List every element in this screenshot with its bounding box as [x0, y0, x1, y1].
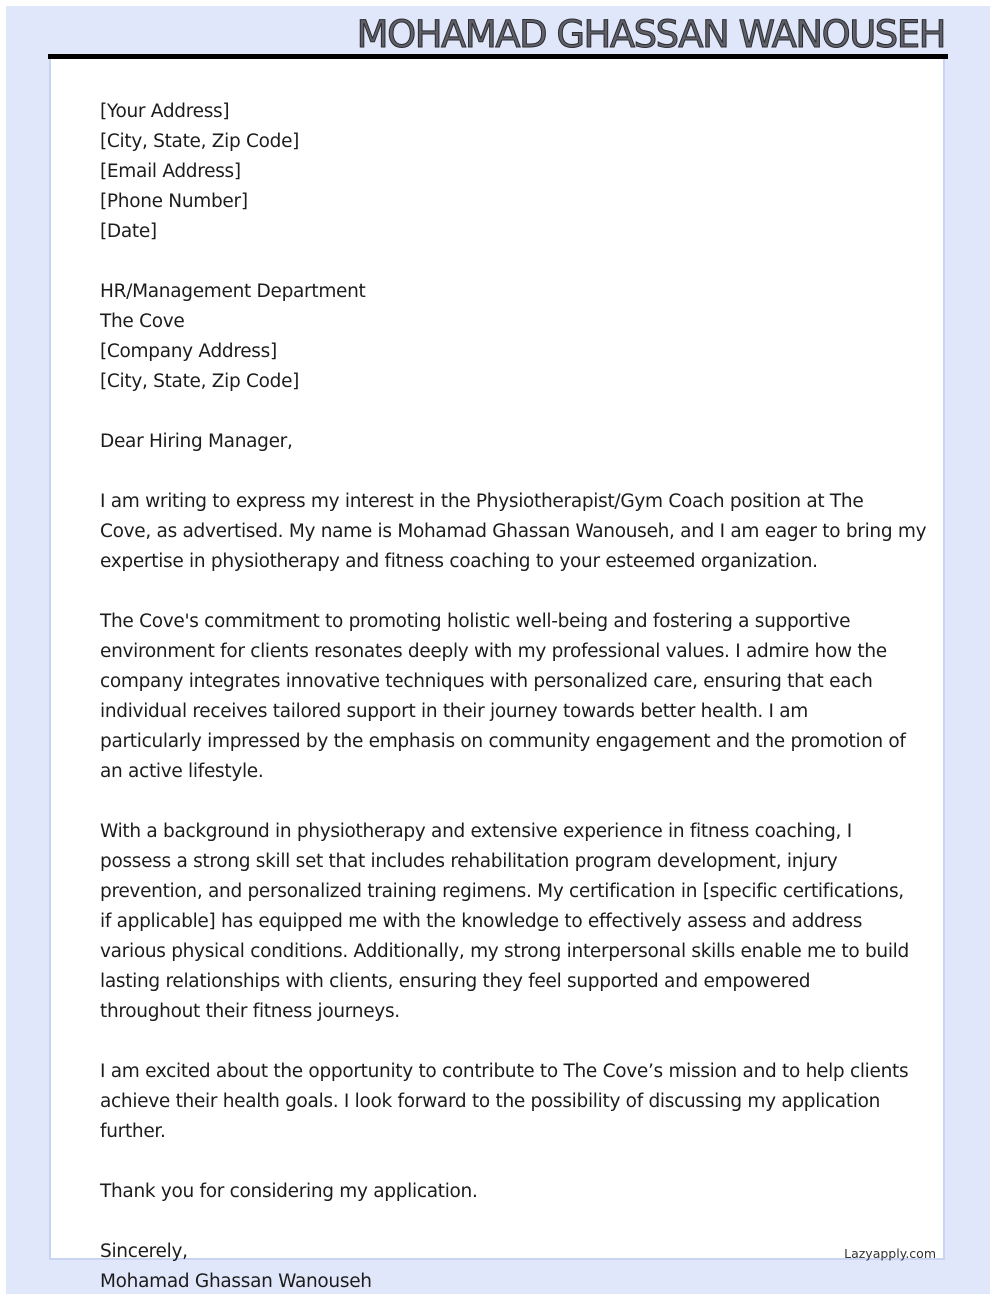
letter-date: [Date]	[100, 221, 157, 242]
paragraph-line: Thank you for considering my application.	[100, 1181, 478, 1202]
paragraph-2	[100, 607, 906, 787]
paragraph-line: throughout their fitness journeys.	[100, 1001, 400, 1022]
signature-name: Mohamad Ghassan Wanouseh	[100, 1271, 372, 1292]
paragraph-5	[100, 1177, 900, 1207]
salutation-text: Dear Hiring Manager,	[100, 431, 293, 452]
sender-city-state-zip: [City, State, Zip Code]	[100, 131, 300, 152]
lazyapply-watermark: Lazyapply.com	[844, 1246, 936, 1261]
paragraph-line: further.	[100, 1121, 166, 1142]
closing-text: Sincerely,	[100, 1241, 188, 1262]
paragraph-line: With a background in physiotherapy and extensive experience in fitness coaching, I	[100, 821, 852, 842]
paragraph-line: various physical conditions. Additionally, my strong interpersonal skills enable me to build	[100, 941, 909, 962]
paragraph-line: an active lifestyle.	[100, 761, 264, 782]
recipient-company: The Cove	[100, 311, 185, 332]
paragraph-line: expertise in physiotherapy and fitness coaching to your esteemed organization.	[100, 551, 818, 572]
sender-block	[100, 97, 900, 247]
paragraph-line: individual receives tailored support in their journey towards better health. I am	[100, 701, 809, 722]
paragraph-line: possess a strong skill set that includes rehabilitation program development, injury	[100, 851, 838, 872]
applicant-name-title: MOHAMAD GHASSAN WANOUSEH	[356, 13, 945, 56]
paragraph-line: The Cove's commitment to promoting holistic well-being and fostering a supportive	[100, 611, 851, 632]
paragraph-line: if applicable] has equipped me with the knowledge to effectively assess and address	[100, 911, 863, 932]
closing-block	[100, 1237, 900, 1297]
paragraph-line: lasting relationships with clients, ensuring they feel supported and empowered	[100, 971, 811, 992]
paragraph-1	[100, 487, 927, 577]
sender-email: [Email Address]	[100, 161, 241, 182]
recipient-department: HR/Management Department	[100, 281, 366, 302]
paragraph-line: company integrates innovative techniques with personalized care, ensuring that each	[100, 671, 873, 692]
recipient-block	[100, 277, 900, 397]
paragraph-line: environment for clients resonates deeply with my professional values. I admire how the	[100, 641, 887, 662]
paragraph-line: prevention, and personalized training regimens. My certification in [specific certifications,	[100, 881, 904, 902]
paragraph-line: I am excited about the opportunity to contribute to The Cove’s mission and to help clients	[100, 1061, 909, 1082]
sender-phone: [Phone Number]	[100, 191, 248, 212]
paragraph-line: particularly impressed by the emphasis on community engagement and the promotion of	[100, 731, 906, 752]
paragraph-line: achieve their health goals. I look forward to the possibility of discussing my application	[100, 1091, 881, 1112]
paragraph-4	[100, 1057, 909, 1147]
salutation	[100, 427, 900, 457]
paragraph-line: I am writing to express my interest in the Physiotherapist/Gym Coach position at The	[100, 491, 864, 512]
paragraph-line: Cove, as advertised. My name is Mohamad Ghassan Wanouseh, and I am eager to bring my	[100, 521, 927, 542]
recipient-address: [Company Address]	[100, 341, 277, 362]
recipient-city-state-zip: [City, State, Zip Code]	[100, 371, 300, 392]
paragraph-3	[100, 817, 909, 1027]
sender-address: [Your Address]	[100, 101, 230, 122]
letter-body	[100, 97, 927, 1297]
